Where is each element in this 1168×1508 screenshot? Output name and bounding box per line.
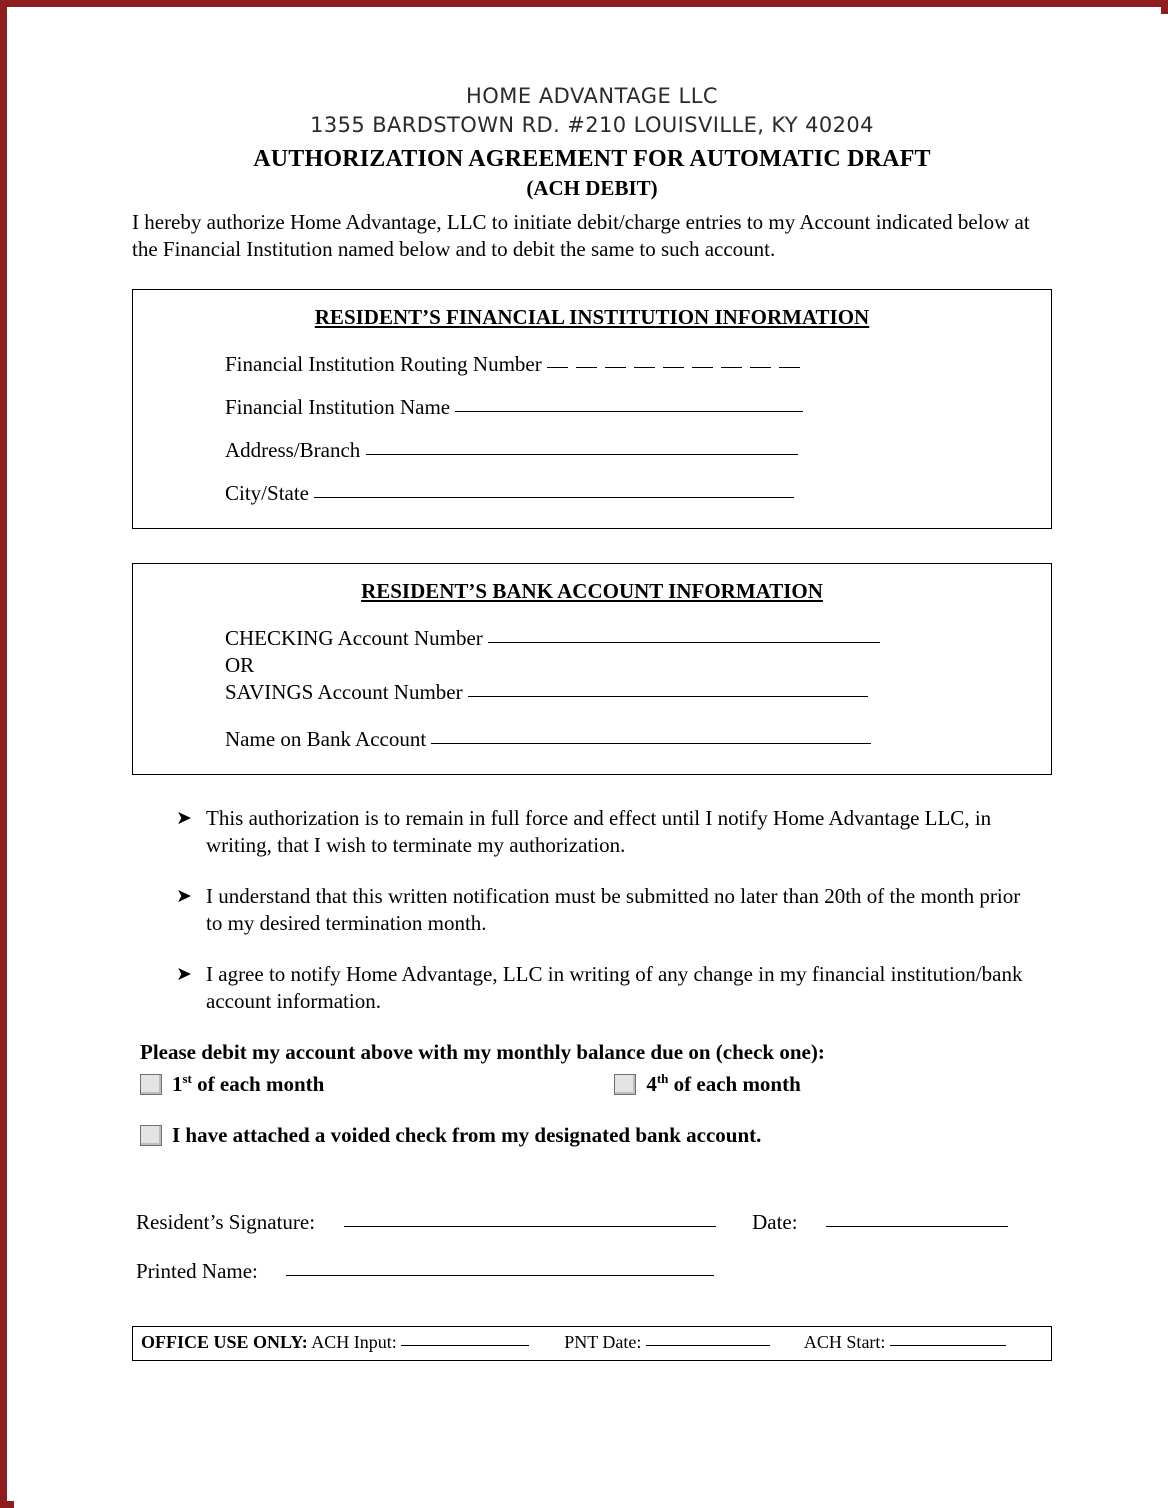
debit-option-fourth-of-month[interactable]: [614, 1071, 800, 1097]
printed-name-row: [136, 1259, 1052, 1284]
page-subtitle: (ACH DEBIT): [526, 176, 658, 201]
address-branch-label: Address/Branch: [225, 438, 366, 463]
signature-section: [132, 1210, 1052, 1284]
voided-check-label: I have attached a voided check from my designated bank account.: [172, 1123, 762, 1148]
date-label: Date:: [752, 1210, 798, 1235]
office-use-prefix: OFFICE USE ONLY:: [141, 1332, 308, 1353]
list-item: [176, 961, 1052, 1015]
bank-account-section: [132, 563, 1052, 775]
city-state-input[interactable]: [314, 497, 794, 498]
company-address: 1355 BARDSTOWN RD. #210 LOUISVILLE, KY 40204: [310, 113, 874, 138]
routing-number-field-row: [225, 352, 1037, 377]
document-content: [132, 84, 1052, 1361]
financial-institution-section: [132, 289, 1052, 529]
arrow-bullet-icon: ➤: [176, 962, 192, 985]
checkbox-voided-check[interactable]: [140, 1125, 162, 1146]
debit-option-first-label: 1st of each month: [172, 1071, 325, 1097]
document-sheet: [14, 14, 1168, 1508]
printed-name-label: Printed Name:: [136, 1259, 258, 1284]
bank-account-section-title: RESIDENT’S BANK ACCOUNT INFORMATION: [361, 579, 823, 604]
institution-name-field-row: [225, 395, 1037, 420]
signature-row: [136, 1210, 1052, 1235]
pnt-date-label: PNT Date:: [564, 1332, 642, 1353]
debit-choice-options: [140, 1071, 1052, 1097]
list-item: [176, 883, 1052, 937]
ach-start-field[interactable]: [890, 1345, 1006, 1346]
pnt-date-field[interactable]: [646, 1345, 770, 1346]
terms-list: [176, 805, 1052, 1014]
voided-check-option[interactable]: [140, 1123, 1052, 1148]
ach-start-label: ACH Start:: [803, 1332, 886, 1353]
list-item-text: I understand that this written notification must be submitted no later than 20th of the month prior to my desired termination month.: [206, 883, 1021, 935]
city-state-label: City/State: [225, 481, 309, 506]
date-input[interactable]: [826, 1226, 1008, 1227]
office-use-bar: [132, 1326, 1052, 1361]
financial-institution-section-title: RESIDENT’S FINANCIAL INSTITUTION INFORMATION: [314, 305, 870, 330]
savings-account-field-row: [225, 680, 1037, 705]
checkbox-first-of-month[interactable]: [140, 1074, 162, 1095]
checking-account-label: CHECKING Account Number: [225, 626, 483, 651]
letterhead: [132, 84, 1052, 263]
authorization-paragraph: I hereby authorize Home Advantage, LLC to initiate debit/charge entries to my Account indicated below at the Financial Institution named below and to debit the same to such account.: [132, 210, 1030, 262]
routing-number-label: Financial Institution Routing Number: [225, 352, 542, 377]
savings-account-input[interactable]: [468, 696, 868, 697]
address-branch-field-row: [225, 438, 1037, 463]
arrow-bullet-icon: ➤: [176, 807, 192, 830]
list-item: [176, 805, 1052, 859]
or-label: OR: [225, 653, 255, 678]
printed-name-input[interactable]: [286, 1275, 714, 1276]
signature-input[interactable]: [344, 1226, 716, 1227]
bank-account-fields: [225, 626, 1037, 752]
city-state-field-row: [225, 481, 1037, 506]
debit-choice-heading: Please debit my account above with my monthly balance due on (check one):: [140, 1040, 825, 1065]
list-item-text: I agree to notify Home Advantage, LLC in writing of any change in my financial institution/bank account information.: [206, 961, 1023, 1013]
account-name-field-row: [225, 727, 1037, 752]
savings-account-label: SAVINGS Account Number: [225, 680, 463, 705]
signature-label: Resident’s Signature:: [136, 1210, 316, 1235]
company-name: HOME ADVANTAGE LLC: [465, 84, 719, 108]
ach-input-label: ACH Input:: [311, 1332, 397, 1353]
or-separator-row: [225, 653, 1037, 678]
routing-number-input[interactable]: [547, 352, 808, 377]
arrow-bullet-icon: ➤: [176, 884, 192, 907]
list-item-text: This authorization is to remain in full force and effect until I notify Home Advantage LLC, in writing, that I wish to terminate my authorization.: [206, 806, 992, 857]
checking-account-field-row: [225, 626, 1037, 651]
account-name-label: Name on Bank Account: [225, 727, 427, 752]
financial-institution-fields: [225, 352, 1037, 506]
debit-option-fourth-label: 4th of each month: [646, 1071, 801, 1097]
debit-option-first-of-month[interactable]: [140, 1071, 324, 1097]
page-title: AUTHORIZATION AGREEMENT FOR AUTOMATIC DRAFT: [253, 146, 931, 173]
ach-input-field[interactable]: [401, 1345, 529, 1346]
address-branch-input[interactable]: [366, 454, 798, 455]
institution-name-input[interactable]: [455, 411, 803, 412]
account-name-input[interactable]: [431, 743, 871, 744]
checkbox-fourth-of-month[interactable]: [614, 1074, 636, 1095]
checking-account-input[interactable]: [488, 642, 880, 643]
institution-name-label: Financial Institution Name: [225, 395, 451, 420]
